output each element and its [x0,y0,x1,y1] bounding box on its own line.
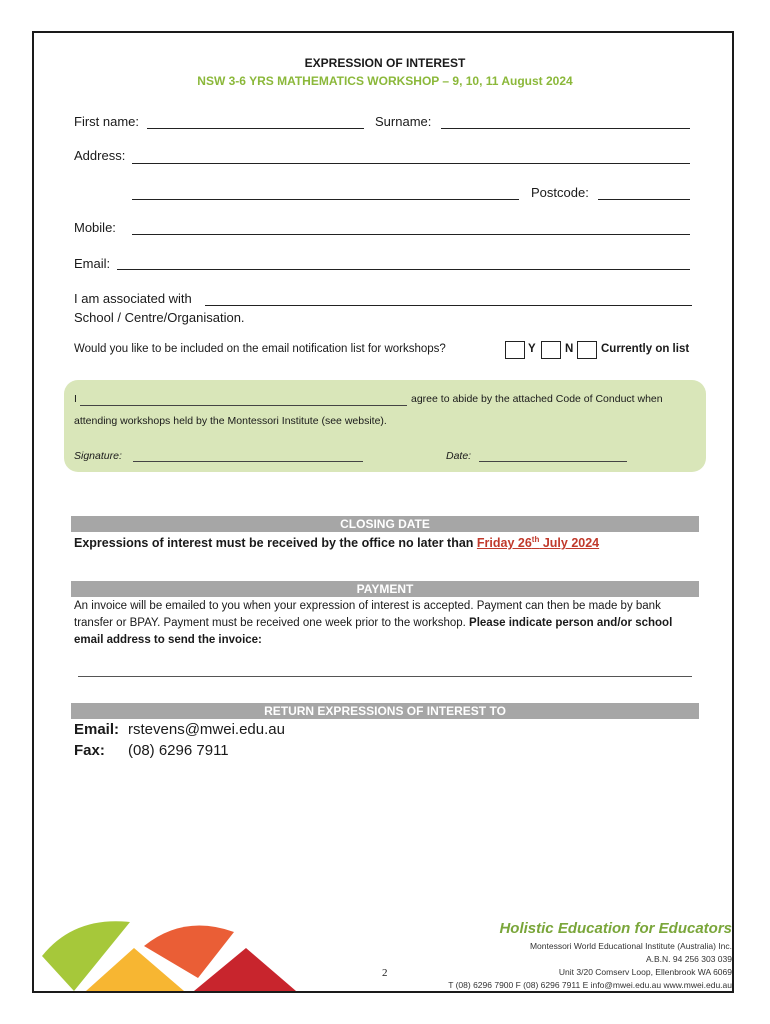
date-field[interactable] [479,461,627,462]
payment-bar: PAYMENT [71,581,699,597]
surname-label: Surname: [375,114,432,129]
surname-field[interactable] [441,128,690,129]
payment-text: An invoice will be emailed to you when your expression of interest is accepted. Payment can then be made by bank transfer or BPAY. Payment must be received one week prior to the workshop. [74,600,661,629]
mobile-field[interactable] [132,234,690,235]
first-name-field[interactable] [147,128,364,129]
conduct-name-field[interactable] [80,405,407,406]
return-fax-label: Fax: [74,742,105,759]
page-frame [32,31,734,993]
return-email-value[interactable]: rstevens@mwei.edu.au [128,721,285,738]
checkbox-current[interactable] [577,341,597,359]
form-title: EXPRESSION OF INTEREST [304,56,466,70]
footer-contact: T (08) 6296 7900 F (08) 6296 7911 E info@mwei.edu.au www.mwei.edu.au [448,980,732,990]
logo-shapes-graphic [34,918,296,991]
date-label: Date: [446,450,472,462]
no-label: N [565,343,574,355]
checkbox-no[interactable] [541,341,561,359]
footer-tagline: Holistic Education for Educators [499,920,732,937]
closing-date-day: Friday 26 [476,536,532,551]
associated-field[interactable] [205,305,692,306]
notification-question: Would you like to be included on the email notification list for workshops? [74,343,446,355]
payment-paragraph [74,598,699,649]
invoice-email-field[interactable] [78,676,692,677]
return-email-label: Email: [74,721,120,738]
footer-address: Unit 3/20 Comserv Loop, Ellenbrook WA 6069 [558,967,732,977]
payment-bold-text: Please indicate person and/or school email address to send the invoice: [74,617,673,646]
email-label: Email: [74,256,111,271]
footer-abn: A.B.N. 94 256 303 039 [645,954,732,964]
school-label: School / Centre/Organisation. [74,310,245,325]
postcode-label: Postcode: [531,185,589,200]
associated-label: I am associated with [74,291,192,306]
closing-date-value [477,536,599,550]
signature-field[interactable] [133,461,363,462]
checkbox-yes[interactable] [505,341,525,359]
mobile-label: Mobile: [74,220,116,235]
email-field[interactable] [117,269,690,270]
yes-label: Y [528,343,536,355]
address-label: Address: [74,148,126,163]
closing-date-bar: CLOSING DATE [71,516,699,532]
footer-org: Montessori World Educational Institute (Australia) Inc. [529,941,732,951]
current-label: Currently on list [601,343,690,355]
address-field-line1[interactable] [132,163,690,164]
return-bar: RETURN EXPRESSIONS OF INTEREST TO [71,703,699,719]
conduct-i-label: I [74,393,77,405]
closing-date-text [74,535,599,550]
first-name-label: First name: [74,114,140,129]
closing-date-sup: th [531,535,540,544]
conduct-agree-text: agree to abide by the attached Code of Conduct when [411,393,663,405]
form-subtitle: NSW 3-6 YRS MATHEMATICS WORKSHOP – 9, 10, 11 August 2024 [197,74,573,88]
postcode-field[interactable] [598,199,690,200]
closing-date-sentence: Expressions of interest must be received by the office no later than [74,536,474,551]
signature-label: Signature: [74,450,122,462]
address-field-line2[interactable] [132,199,519,200]
conduct-line2: attending workshops held by the Montessori Institute (see website). [74,415,387,427]
page-number: 2 [382,967,388,979]
closing-date-month: July 2024 [539,536,600,551]
return-fax-value: (08) 6296 7911 [128,742,229,759]
